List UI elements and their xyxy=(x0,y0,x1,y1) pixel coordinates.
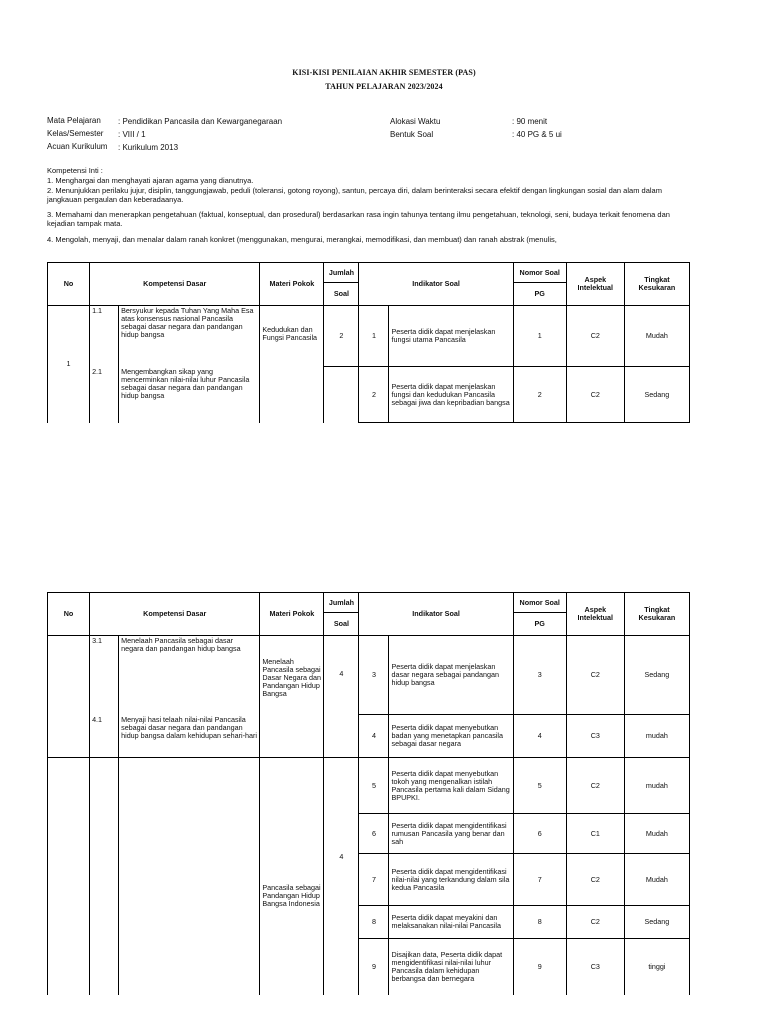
header-aspek: Aspek Intelektual xyxy=(566,263,624,306)
tingkat-value: mudah xyxy=(624,758,689,814)
aspek-value: C2 xyxy=(566,758,624,814)
kd-number: 1.1 xyxy=(90,306,119,367)
header-indikator: Indikator Soal xyxy=(359,263,513,306)
indikator-text: Peserta didik dapat menjelaskan dasar negara sebagai pandangan hidup bangsa xyxy=(389,636,513,715)
indikator-no: 7 xyxy=(359,854,389,906)
ki-item-2: 2. Menunjukkan perilaku jujur, disiplin, tanggungjawab, peduli (toleransi, gotong royong), santun, percaya diri, dalam berinteraksi secara efektif dengan lingkungan sosial dan alam dalam jangkauan pergaulan dan keberadaanya. xyxy=(47,186,662,204)
materi-pokok: Kedudukan dan Fungsi Pancasila xyxy=(260,306,324,423)
pg-number: 2 xyxy=(513,367,566,423)
kd-text: Menyaji hasi telaah nilai-nilai Pancasila sebagai dasar negara dan pandangan hidup bangsa dalam kehidupan sehari-hari xyxy=(119,715,260,758)
header-pg: PG xyxy=(513,283,566,306)
pg-number: 4 xyxy=(513,715,566,758)
header-materi: Materi Pokok xyxy=(260,263,324,306)
kd-text: Bersyukur kepada Tuhan Yang Maha Esa atas konsensus nasional Pancasila sebagai dasar negara dan pandangan hidup bangsa xyxy=(119,306,260,367)
header-tingkat: Tingkat Kesukaran xyxy=(624,263,689,306)
indikator-no: 8 xyxy=(359,906,389,939)
indikator-no: 3 xyxy=(359,636,389,715)
indikator-no: 6 xyxy=(359,814,389,854)
bentuk-label: Bentuk Soal xyxy=(390,130,434,139)
kd-number: 2.1 xyxy=(90,367,119,423)
indikator-text: Peserta didik dapat menyebutkan badan yang menetapkan pancasila sebagai dasar negara xyxy=(389,715,513,758)
indikator-text: Peserta didik dapat meyakini dan melaksanakan nilai-nilai Pancasila xyxy=(389,906,513,939)
kd-number-empty xyxy=(90,758,119,995)
pg-number: 1 xyxy=(513,306,566,367)
materi-pokok: Pancasila sebagai Pandangan Hidup Bangsa Indonesia xyxy=(260,758,324,995)
acuan-value: : Kurikulum 2013 xyxy=(118,143,179,152)
aspek-value: C2 xyxy=(566,367,624,423)
row-no-empty xyxy=(48,758,90,995)
materi-pokok: Menelaah Pancasila sebagai Dasar Negara dan Pandangan Hidup Bangsa xyxy=(260,636,324,758)
jumlah-empty xyxy=(324,367,359,423)
kd-text-empty xyxy=(119,758,260,995)
waktu-value: : 90 menit xyxy=(512,117,548,126)
tingkat-value: Mudah xyxy=(624,306,689,367)
header-nomor: Nomor Soal xyxy=(513,593,566,613)
pg-number: 3 xyxy=(513,636,566,715)
aspek-value: C2 xyxy=(566,636,624,715)
header-soal: Soal xyxy=(324,613,359,636)
jumlah-soal: 2 xyxy=(324,306,359,367)
header-kd: Kompetensi Dasar xyxy=(90,593,260,636)
tingkat-value: mudah xyxy=(624,715,689,758)
ki-item-4: 4. Mengolah, menyaji, dan menalar dalam ranah konkret (menggunakan, mengurai, merangkai, memodifikasi, dan membuat) dan ranah abstrak (menulis, xyxy=(47,235,557,244)
doc-title: KISI-KISI PENILAIAN AKHIR SEMESTER (PAS) xyxy=(292,68,476,77)
pg-number: 9 xyxy=(513,939,566,995)
acuan-label: Acuan Kurikulum xyxy=(47,142,108,151)
aspek-value: C2 xyxy=(566,306,624,367)
kd-text: Mengembangkan sikap yang mencerminkan nilai-nilai luhur Pancasila sebagai dasar negara dan pandangan hidup bangsa xyxy=(119,367,260,423)
indikator-no: 1 xyxy=(359,306,389,367)
indikator-text: Peserta didik dapat menjelaskan fungsi utama Pancasila xyxy=(389,306,513,367)
indikator-text: Disajikan data, Peserta didik dapat mengidentifikasi nilai-nilai luhur Pancasila dalam kehidupan berbangsa dan bernegara xyxy=(389,939,513,995)
tingkat-value: Sedang xyxy=(624,636,689,715)
doc-subtitle: TAHUN PELAJARAN 2023/2024 xyxy=(325,82,443,91)
pg-number: 7 xyxy=(513,854,566,906)
tingkat-value: Sedang xyxy=(624,906,689,939)
indikator-text: Peserta didik dapat mengidentifikasi rumusan Pancasila yang benar dan sah xyxy=(389,814,513,854)
header-indikator: Indikator Soal xyxy=(359,593,513,636)
pg-number: 8 xyxy=(513,906,566,939)
kisi-table-2 xyxy=(47,592,690,995)
kisi-table-1 xyxy=(47,262,690,423)
aspek-value: C3 xyxy=(566,715,624,758)
row-no: 1 xyxy=(48,306,90,423)
header-nomor: Nomor Soal xyxy=(513,263,566,283)
aspek-value: C1 xyxy=(566,814,624,854)
header-pg: PG xyxy=(513,613,566,636)
header-no: No xyxy=(48,263,90,306)
mapel-label: Mata Pelajaran xyxy=(47,116,101,125)
jumlah-soal: 4 xyxy=(324,758,359,995)
indikator-no: 9 xyxy=(359,939,389,995)
row-no-empty xyxy=(48,636,90,758)
indikator-no: 2 xyxy=(359,367,389,423)
header-no: No xyxy=(48,593,90,636)
header-soal: Soal xyxy=(324,283,359,306)
kd-number: 4.1 xyxy=(90,715,119,758)
indikator-text: Peserta didik dapat mengidentifikasi nilai-nilai yang terkandung dalam sila kedua Pancasila xyxy=(389,854,513,906)
aspek-value: C2 xyxy=(566,854,624,906)
header-kd: Kompetensi Dasar xyxy=(90,263,260,306)
tingkat-value: Mudah xyxy=(624,854,689,906)
tingkat-value: tinggi xyxy=(624,939,689,995)
kd-number: 3.1 xyxy=(90,636,119,715)
aspek-value: C3 xyxy=(566,939,624,995)
jumlah-soal: 4 xyxy=(324,636,359,758)
mapel-value: : Pendidikan Pancasila dan Kewarganegaraan xyxy=(118,117,283,126)
header-jumlah: Jumlah xyxy=(324,263,359,283)
aspek-value: C2 xyxy=(566,906,624,939)
indikator-no: 5 xyxy=(359,758,389,814)
header-jumlah: Jumlah xyxy=(324,593,359,613)
ki-heading: Kompetensi Inti : xyxy=(47,166,103,175)
indikator-no: 4 xyxy=(359,715,389,758)
kelas-label: Kelas/Semester xyxy=(47,129,104,138)
indikator-text: Peserta didik dapat menjelaskan fungsi dan kedudukan Pancasila sebagai jiwa dan kepribadian bangsa xyxy=(389,367,513,423)
ki-item-3: 3. Memahami dan menerapkan pengetahuan (faktual, konseptual, dan prosedural) berdasarkan rasa ingin tahunya tentang ilmu pengetahuan, teknologi, seni, budaya terkait fenomena dan kejadian tampak mata. xyxy=(47,210,670,228)
ki-item-1: 1. Menghargai dan menghayati ajaran agama yang dianutnya. xyxy=(47,176,254,185)
header-tingkat: Tingkat Kesukaran xyxy=(624,593,689,636)
pg-number: 6 xyxy=(513,814,566,854)
header-materi: Materi Pokok xyxy=(260,593,324,636)
tingkat-value: Mudah xyxy=(624,814,689,854)
kd-text: Menelaah Pancasila sebagai dasar negara dan pandangan hidup bangsa xyxy=(119,636,260,715)
indikator-text: Peserta didik dapat menyebutkan tokoh yang mengenalkan istilah Pancasila pertama kali dalam Sidang BPUPKI. xyxy=(389,758,513,814)
header-aspek: Aspek Intelektual xyxy=(566,593,624,636)
pg-number: 5 xyxy=(513,758,566,814)
waktu-label: Alokasi Waktu xyxy=(390,117,441,126)
tingkat-value: Sedang xyxy=(624,367,689,423)
bentuk-value: : 40 PG & 5 ui xyxy=(512,130,562,139)
kelas-value: : VIII / 1 xyxy=(118,130,146,139)
